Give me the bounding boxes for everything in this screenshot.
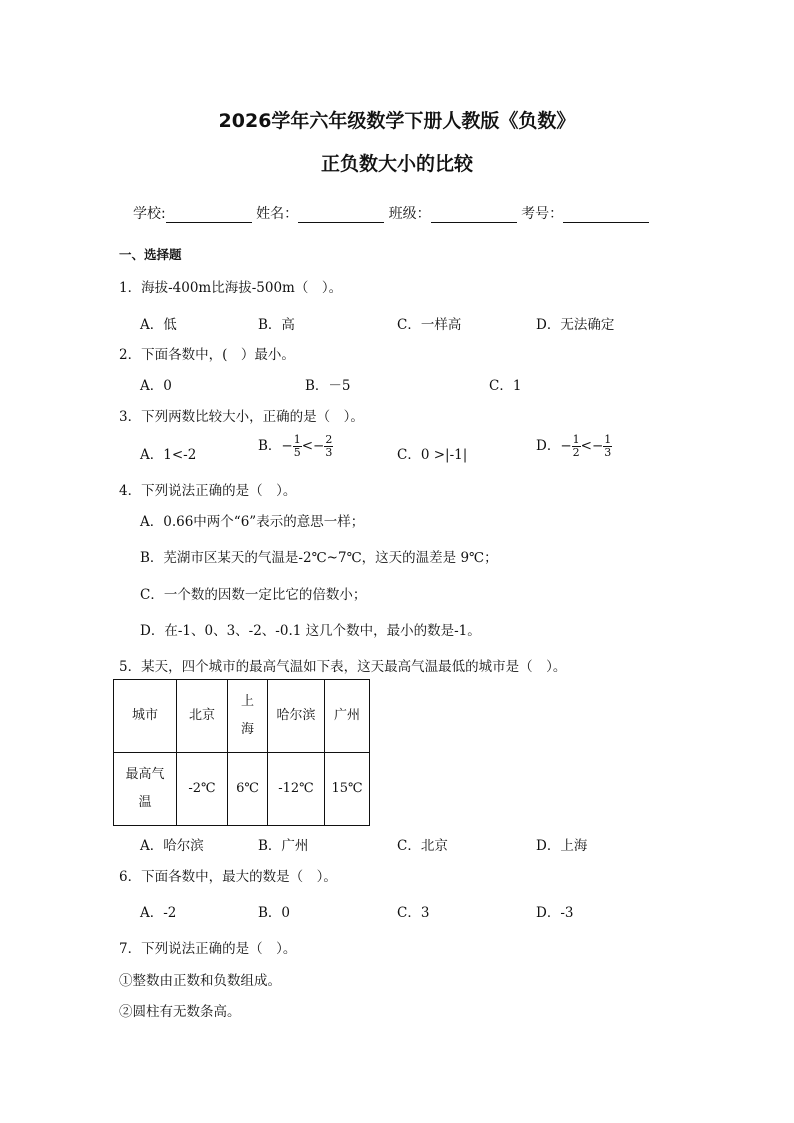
q3-b-prefix: B． <box>258 438 282 454</box>
class-label: 班级： <box>388 206 431 222</box>
q3-c-prefix: C． <box>397 447 421 463</box>
fraction <box>324 434 333 459</box>
numerator: 2 <box>325 433 333 446</box>
question-7-stem: 7．下列说法正确的是（ ）。 <box>119 941 297 957</box>
table-cell: -2℃ <box>177 753 228 826</box>
less-than-sign: < <box>301 438 314 454</box>
q2-option-c[interactable]: C．1 <box>489 378 522 394</box>
q7-statement-1: ①整数由正数和负数组成。 <box>119 973 281 989</box>
table-header-cell: 上海 <box>228 680 268 753</box>
question-5-stem: 5．某天，四个城市的最高气温如下表，这天最高气温最低的城市是（ ）。 <box>119 659 567 675</box>
q6-option-c[interactable]: C．3 <box>397 905 430 921</box>
q3-option-b[interactable] <box>258 434 333 459</box>
table-row-label: 最高气温 <box>114 753 177 826</box>
q6-option-b[interactable]: B．0 <box>258 905 291 921</box>
q4-option-c[interactable]: C．一个数的因数一定比它的倍数小； <box>140 587 367 603</box>
document-subtitle: 正负数大小的比较 <box>320 153 473 175</box>
name-blank[interactable] <box>298 208 384 223</box>
q1-option-c[interactable]: C．一样高 <box>397 317 462 333</box>
question-3-stem: 3．下列两数比较大小，正确的是（ ）。 <box>119 409 364 425</box>
q5-option-c[interactable]: C．北京 <box>397 838 448 854</box>
fraction <box>293 434 302 459</box>
table-header-cell: 广州 <box>325 680 370 753</box>
table-cell: -12℃ <box>268 753 325 826</box>
question-4-stem: 4．下列说法正确的是（ ）。 <box>119 483 297 499</box>
exam-number-blank[interactable] <box>563 208 649 223</box>
q5-option-a[interactable]: A．哈尔滨 <box>140 838 204 854</box>
q6-option-d[interactable]: D．-3 <box>536 905 574 921</box>
q5-option-b[interactable]: B．广州 <box>258 838 309 854</box>
table-header-cell: 哈尔滨 <box>268 680 325 753</box>
minus-sign: − <box>281 438 293 454</box>
numerator: 1 <box>604 433 612 446</box>
fraction <box>603 434 612 459</box>
table-cell: 15℃ <box>325 753 370 826</box>
q3-option-d[interactable] <box>536 434 612 459</box>
fraction <box>572 434 581 459</box>
q2-option-a[interactable]: A．0 <box>140 378 172 394</box>
numerator: 1 <box>572 433 580 446</box>
table-row <box>114 753 370 826</box>
numerator: 1 <box>293 433 301 446</box>
q3-d-prefix: D． <box>536 438 561 454</box>
q3-option-c[interactable] <box>397 443 467 463</box>
school-blank[interactable] <box>166 208 252 223</box>
minus-sign: − <box>313 438 325 454</box>
q4-option-b[interactable]: B．芜湖市区某天的气温是-2℃~7℃，这天的温差是 9℃； <box>140 550 498 566</box>
table-header-cell: 城市 <box>114 680 177 753</box>
q6-option-a[interactable]: A．-2 <box>140 905 177 921</box>
table-cell: 6℃ <box>228 753 268 826</box>
document-title: 2026学年六年级数学下册人教版《负数》 <box>218 110 576 132</box>
table-header-row <box>114 680 370 753</box>
question-6-stem: 6．下面各数中，最大的数是（ ）。 <box>119 869 337 885</box>
question-1-stem: 1．海拔-400m比海拔-500m（ ）。 <box>119 280 343 296</box>
less-than-sign: < <box>580 438 592 454</box>
minus-sign: − <box>560 438 572 454</box>
denominator: 2 <box>572 446 580 459</box>
q1-option-a[interactable]: A．低 <box>140 317 177 333</box>
q1-option-d[interactable]: D．无法确定 <box>536 317 615 333</box>
q4-option-a[interactable]: A．0.66中两个“6”表示的意思一样； <box>140 514 365 530</box>
section-heading: 一、选择题 <box>119 247 182 262</box>
student-info-line <box>133 203 649 223</box>
q5-option-d[interactable]: D．上海 <box>536 838 588 854</box>
q3-c-expression: 0 >|-1| <box>420 447 468 463</box>
city-temperature-table <box>113 679 370 826</box>
question-2-stem: 2．下面各数中，( ）最小。 <box>119 347 295 363</box>
minus-sign: − <box>591 438 604 454</box>
q4-option-d[interactable]: D．在-1、0、3、-2、-0.1 这几个数中，最小的数是-1。 <box>140 623 481 639</box>
class-blank[interactable] <box>431 208 517 223</box>
q3-option-a[interactable]: A．1<-2 <box>140 447 197 463</box>
school-label: 学校: <box>133 206 166 222</box>
denominator: 5 <box>293 446 301 459</box>
q2-option-b[interactable]: B．－5 <box>305 378 351 394</box>
q7-statement-2: ②圆柱有无数条高。 <box>119 1004 241 1020</box>
table-header-cell: 北京 <box>177 680 228 753</box>
denominator: 3 <box>604 446 612 459</box>
name-label: 姓名： <box>256 206 299 222</box>
q1-option-b[interactable]: B．高 <box>258 317 295 333</box>
exam-number-label: 考号： <box>521 206 564 222</box>
denominator: 3 <box>325 446 333 459</box>
